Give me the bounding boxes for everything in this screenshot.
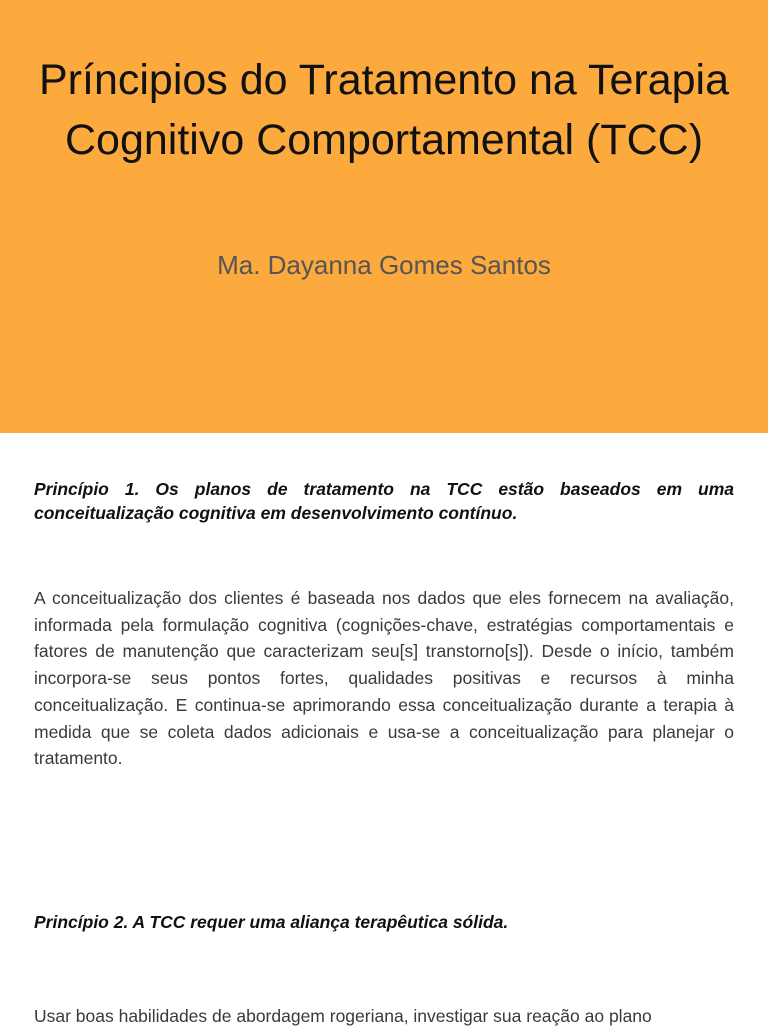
title-banner [0,0,768,433]
document-title: Príncipios do Tratamento na Terapia Cognitivo Comportamental (TCC) [39,56,729,164]
author-name: Ma. Dayanna Gomes Santos [217,250,551,280]
document-body [34,477,734,1030]
principle-2-paragraph: Usar boas habilidades de abordagem rogeriana, investigar sua reação ao plano [34,1005,652,1026]
principle-1-heading: Princípio 1. Os planos de tratamento na TCC estão baseados em uma conceitualização cognitiva em desenvolvimento contínuo. [34,479,734,523]
principle-2-heading: Princípio 2. A TCC requer uma aliança terapêutica sólida. [34,911,509,932]
principle-1-paragraph: A conceitualização dos clientes é baseada nos dados que eles fornecem na avaliação, informada pela formulação cognitiva (cognições-chave, estratégias comportamentais e fatores de manutenção que caracterizam seu[s] transtorno[s]). Desde o início, também incorpora-se seus pontos fortes, qualidades positivas e recursos à minha conceitualização. E continua-se aprimorando essa conceitualização durante a terapia à medida que se coleta dados adicionais e usa-se a conceitualização para planejar o tratamento. [34,588,734,769]
